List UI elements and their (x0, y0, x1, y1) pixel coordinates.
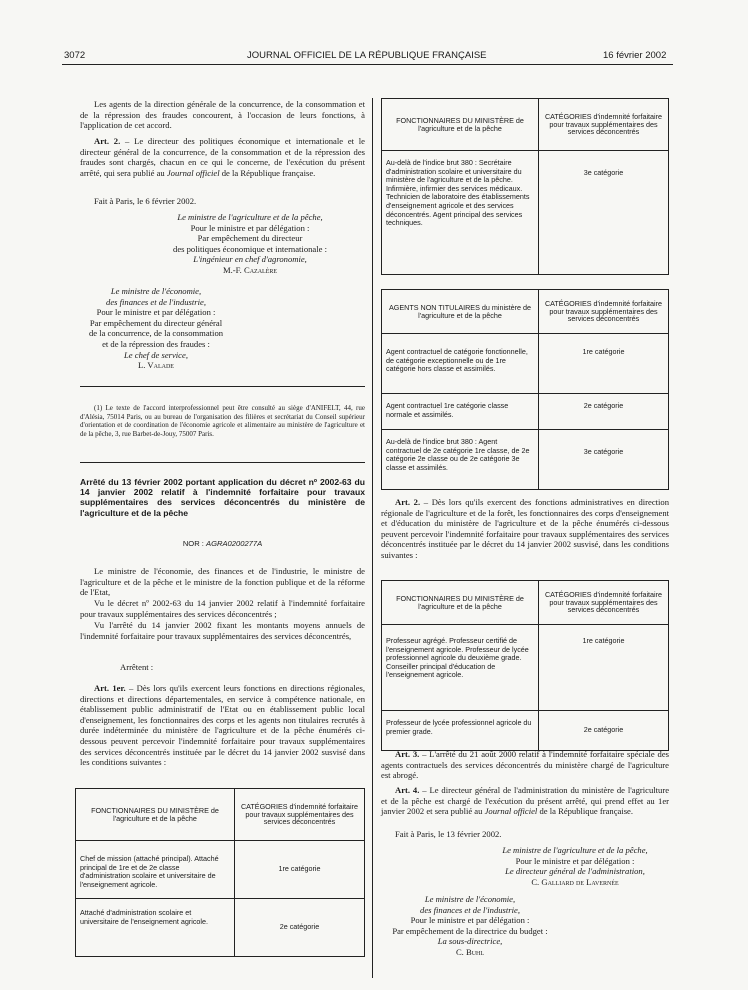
signature-block-budget (360, 894, 580, 958)
signature-line: Par empêchement du directeur général (89, 317, 223, 328)
signature-line: Pour le ministre et par délégation : (410, 915, 530, 926)
footnote: (1) Le texte de l'accord interprofessionnel peut être consulté au siège d'ANIFELT, 44, rue d'Alésia, 75014 Paris, ou au bureau de l'organisation des filières et secrétariat du Conseil supérieur d'orientation et de coordination de l'économie agricole et alimentaire au ministère de l'agriculture et de la pêche, 3, rue Barbet-de-Jouy, 75007 Paris. (80, 404, 365, 438)
article-2-end: de la République française. (219, 167, 316, 178)
table-row (382, 430, 669, 490)
signature-line: des finances et de l'industrie, (106, 296, 206, 307)
header-rule (62, 64, 673, 65)
signatory-name: C. Buhl (455, 946, 485, 957)
intro-paragraph: Les agents de la direction générale de la concurrence, de la consommation et de la répression des fraudes concourent, à l'occasion de leurs fonctions, à l'application de cet accord. (80, 99, 365, 131)
signature-line: Pour le ministre et par délégation : (515, 855, 635, 866)
table-enseignement (381, 580, 669, 751)
signature-line: Le ministre de l'agriculture et de la pêche, (502, 845, 648, 855)
table-cell: Au-delà de l'indice brut 380 : Agent contractuel de 2e catégorie 1re classe, de 2e catégorie 2e classe ou de 2e catégorie 3e classe et assimilés. (382, 430, 539, 490)
issue-date: 16 février 2002 (603, 50, 667, 61)
article-4-end: de la République française. (537, 806, 634, 817)
footnote-rule (80, 386, 365, 387)
table-cell: 1re catégorie (539, 334, 669, 394)
signatory-name: C. Galliard de Lavernée (531, 876, 619, 887)
article-2-right-paragraph (381, 497, 669, 561)
table-cell: Professeur agrégé. Professeur certifié de l'enseignement agricole. Professeur de lycée professionnel agricole du deuxième grade. Conseiller principal d'éducation de l'enseignement agricole. (382, 625, 539, 711)
article-1-paragraph (80, 683, 365, 768)
table-header: CATÉGORIES d'indemnité forfaitaire pour travaux supplémentaires des services déconcentrés (235, 789, 365, 841)
table-header: FONCTIONNAIRES DU MINISTÈRE de l'agriculture et de la pêche (76, 789, 235, 841)
signatory-name: L. Valade (138, 360, 174, 371)
journal-title: JOURNAL OFFICIEL DE LA RÉPUBLIQUE FRANÇAISE (247, 50, 487, 61)
signature-line: Pour le ministre et par délégation : (190, 222, 310, 233)
article-3-label: Art. 3. (395, 749, 420, 759)
journal-officiel-ref: Journal officiel (166, 167, 220, 178)
table-cell: Au-delà de l'indice brut 380 : Secrétaire d'administration scolaire et universitaire du ministère de l'agriculture et de la pêche. Infirmière, infirmier des services médicaux. Technicien de laboratoire des établissements d'enseignement agricole et des services déconcentrés. Agent principal des services techniques. (382, 151, 539, 275)
signature-block-agriculture-2 (460, 845, 690, 887)
table-cell: Agent contractuel de catégorie fonctionnelle, de catégorie exceptionnelle ou de 1re catégorie hors classe et assimilés. (382, 334, 539, 394)
nor-reference (80, 539, 365, 548)
column-divider (372, 98, 373, 978)
table-cell: Chef de mission (attaché principal). Attaché principal de 1re et de 2e classe d'administration scolaire et universitaire de l'enseignement agricole. (76, 841, 235, 899)
preamble-arrete: Vu l'arrêté du 14 janvier 2002 fixant les montants moyens annuels de l'indemnité forfaitaire pour travaux supplémentaires des services déconcentrés, (80, 620, 365, 641)
signature-line: Le chef de service, (124, 349, 188, 360)
article-2-right-label: Art. 2. (395, 497, 421, 507)
table-cell: Agent contractuel 1re catégorie classe normale et assimilés. (382, 394, 539, 430)
article-2-right-text: – Dès lors qu'ils exercent des fonctions administratives en direction régionale de l'agriculture et de la forêt, les fonctionnaires des corps d'enseignement et d'éducation du ministère de l'agriculture et de la pêche énumérés ci-dessous peuvent percevoir l'indemnité forfaitaire pour travaux supplémentaires des services déconcentrés instituée par le décret du 14 janvier 2002 susvisé, dans les conditions suivantes : (381, 497, 670, 560)
signature-line: L'ingénieur en chef d'agronomie, (193, 254, 307, 265)
table-cell: 2e catégorie (539, 394, 669, 430)
table-row (382, 711, 669, 751)
table-cell: 2e catégorie (235, 899, 365, 957)
table-header: CATÉGORIES d'indemnité forfaitaire pour travaux supplémentaires des services déconcentrés (539, 581, 669, 625)
signature-line: Par empêchement du directeur (197, 233, 303, 244)
fait-a-paris-2: Fait à Paris, le 13 février 2002. (395, 829, 502, 839)
article-4-text: – Le directeur général de l'administration du ministère de l'agriculture et de la pêche est chargé de l'exécution du présent arrêté, qui prend effet au 1er janvier 2002 et sera publié au (381, 785, 670, 817)
signature-line: des politiques économique et internationale : (173, 243, 327, 254)
table-cell: Attaché d'administration scolaire et universitaire de l'enseignement agricole. (76, 899, 235, 957)
article-3-text: – L'arrêté du 21 août 2000 relatif à l'indemnité forfaitaire spéciale des agents contractuels des services déconcentrés du ministère chargé de l'agriculture est abrogé. (381, 749, 669, 781)
signature-line: La sous-directrice, (437, 936, 503, 947)
signature-block-agriculture (130, 212, 370, 276)
signature-line: et de la répression des fraudes : (102, 338, 210, 349)
table-cell: 3e catégorie (539, 151, 669, 275)
table-header: FONCTIONNAIRES DU MINISTÈRE de l'agriculture et de la pêche (382, 99, 539, 151)
table-cell: Professeur de lycée professionnel agricole du premier grade. (382, 711, 539, 751)
article-1-label: Art. 1er. (94, 683, 126, 693)
article-4-label: Art. 4. (395, 785, 420, 795)
table-agents-non-titulaires (381, 289, 669, 490)
table-header: AGENTS NON TITULAIRES du ministère de l'agriculture et de la pêche (382, 290, 539, 334)
preamble-decree: Vu le décret nº 2002-63 du 14 janvier 2002 relatif à l'indemnité forfaitaire pour travaux supplémentaires des services déconcentrés ; (80, 598, 365, 619)
table-header: CATÉGORIES d'indemnité forfaitaire pour travaux supplémentaires des services déconcentrés (539, 99, 669, 151)
article-1-text: – Dès lors qu'ils exercent leurs fonctions en directions régionales, directions et directions départementales, en service à compétence nationale, en établissement public administratif de l'Etat ou en établissement public local d'enseignement, les fonctionnaires des corps et les agents non titulaires recrutés à durée indéterminée du ministère de l'agriculture et de la pêche énumérés ci-dessous peuvent percevoir l'indemnité forfaitaire pour travaux supplémentaires des services déconcentrés instituée par le décret du 14 janvier 2002 susvisé dans les conditions suivantes : (80, 683, 365, 768)
table-cell: 1re catégorie (539, 625, 669, 711)
nor-label: NOR : (182, 539, 207, 548)
article-4-paragraph (381, 785, 669, 817)
signature-line: Le ministre de l'économie, (424, 894, 516, 904)
fait-a-paris-1: Fait à Paris, le 6 février 2002. (94, 196, 197, 206)
table-row (76, 841, 365, 899)
table-cell: 2e catégorie (539, 711, 669, 751)
table-cell: 3e catégorie (539, 430, 669, 490)
article-2-label: Art. 2. (94, 136, 121, 146)
signature-line: des finances et de l'industrie, (420, 904, 520, 915)
article-3-paragraph (381, 749, 669, 781)
journal-officiel-ref: Journal officiel (484, 806, 538, 817)
article-2-text: – Le directeur des politiques économique et internationale et le directeur général de la concurrence, de la consommation et de la répression des fraudes sont chargés, chacun en ce qui le concerne, de l'exécution du présent arrêté, qui sera publié au (80, 136, 365, 178)
signature-line: Le ministre de l'économie, (110, 286, 202, 296)
table-header: CATÉGORIES d'indemnité forfaitaire pour travaux supplémentaires des services déconcentrés (539, 290, 669, 334)
table-row (382, 394, 669, 430)
table-row (382, 334, 669, 394)
nor-code: AGRA0200277A (206, 539, 263, 548)
signature-line: Le ministre de l'agriculture et de la pêche, (177, 212, 323, 222)
signatory-name: M.-F. Cazalère (222, 264, 278, 275)
page-number: 3072 (64, 50, 86, 61)
signature-line: Le directeur général de l'administration, (505, 866, 645, 877)
section-separator (80, 462, 365, 463)
table-row (76, 899, 365, 957)
table-fonctionnaires-cont (381, 98, 669, 275)
arretent: Arrêtent : (120, 662, 154, 672)
decree-title: Arrêté du 13 février 2002 portant application du décret nº 2002-63 du 14 janvier 2002 relatif à l'indemnité forfaitaire pour travaux supplémentaires des services déconcentrés du ministère de l'agriculture et de la pêche (80, 477, 365, 518)
table-header: FONCTIONNAIRES DU MINISTÈRE de l'agriculture et de la pêche (382, 581, 539, 625)
signature-line: Par empêchement de la directrice du budget : (392, 925, 548, 936)
signature-line: de la concurrence, de la consommation (88, 328, 224, 339)
table-fonctionnaires-art1 (75, 788, 365, 957)
article-2-paragraph (80, 136, 365, 178)
table-row (382, 625, 669, 711)
table-row (382, 151, 669, 275)
signature-block-economie (66, 286, 246, 371)
signature-line: Pour le ministre et par délégation : (96, 307, 216, 318)
preamble-ministers: Le ministre de l'économie, des finances et de l'industrie, le ministre de l'agriculture et de la pêche et le ministre de la fonction publique et de la réforme de l'Etat, (80, 566, 365, 598)
table-cell: 1re catégorie (235, 841, 365, 899)
